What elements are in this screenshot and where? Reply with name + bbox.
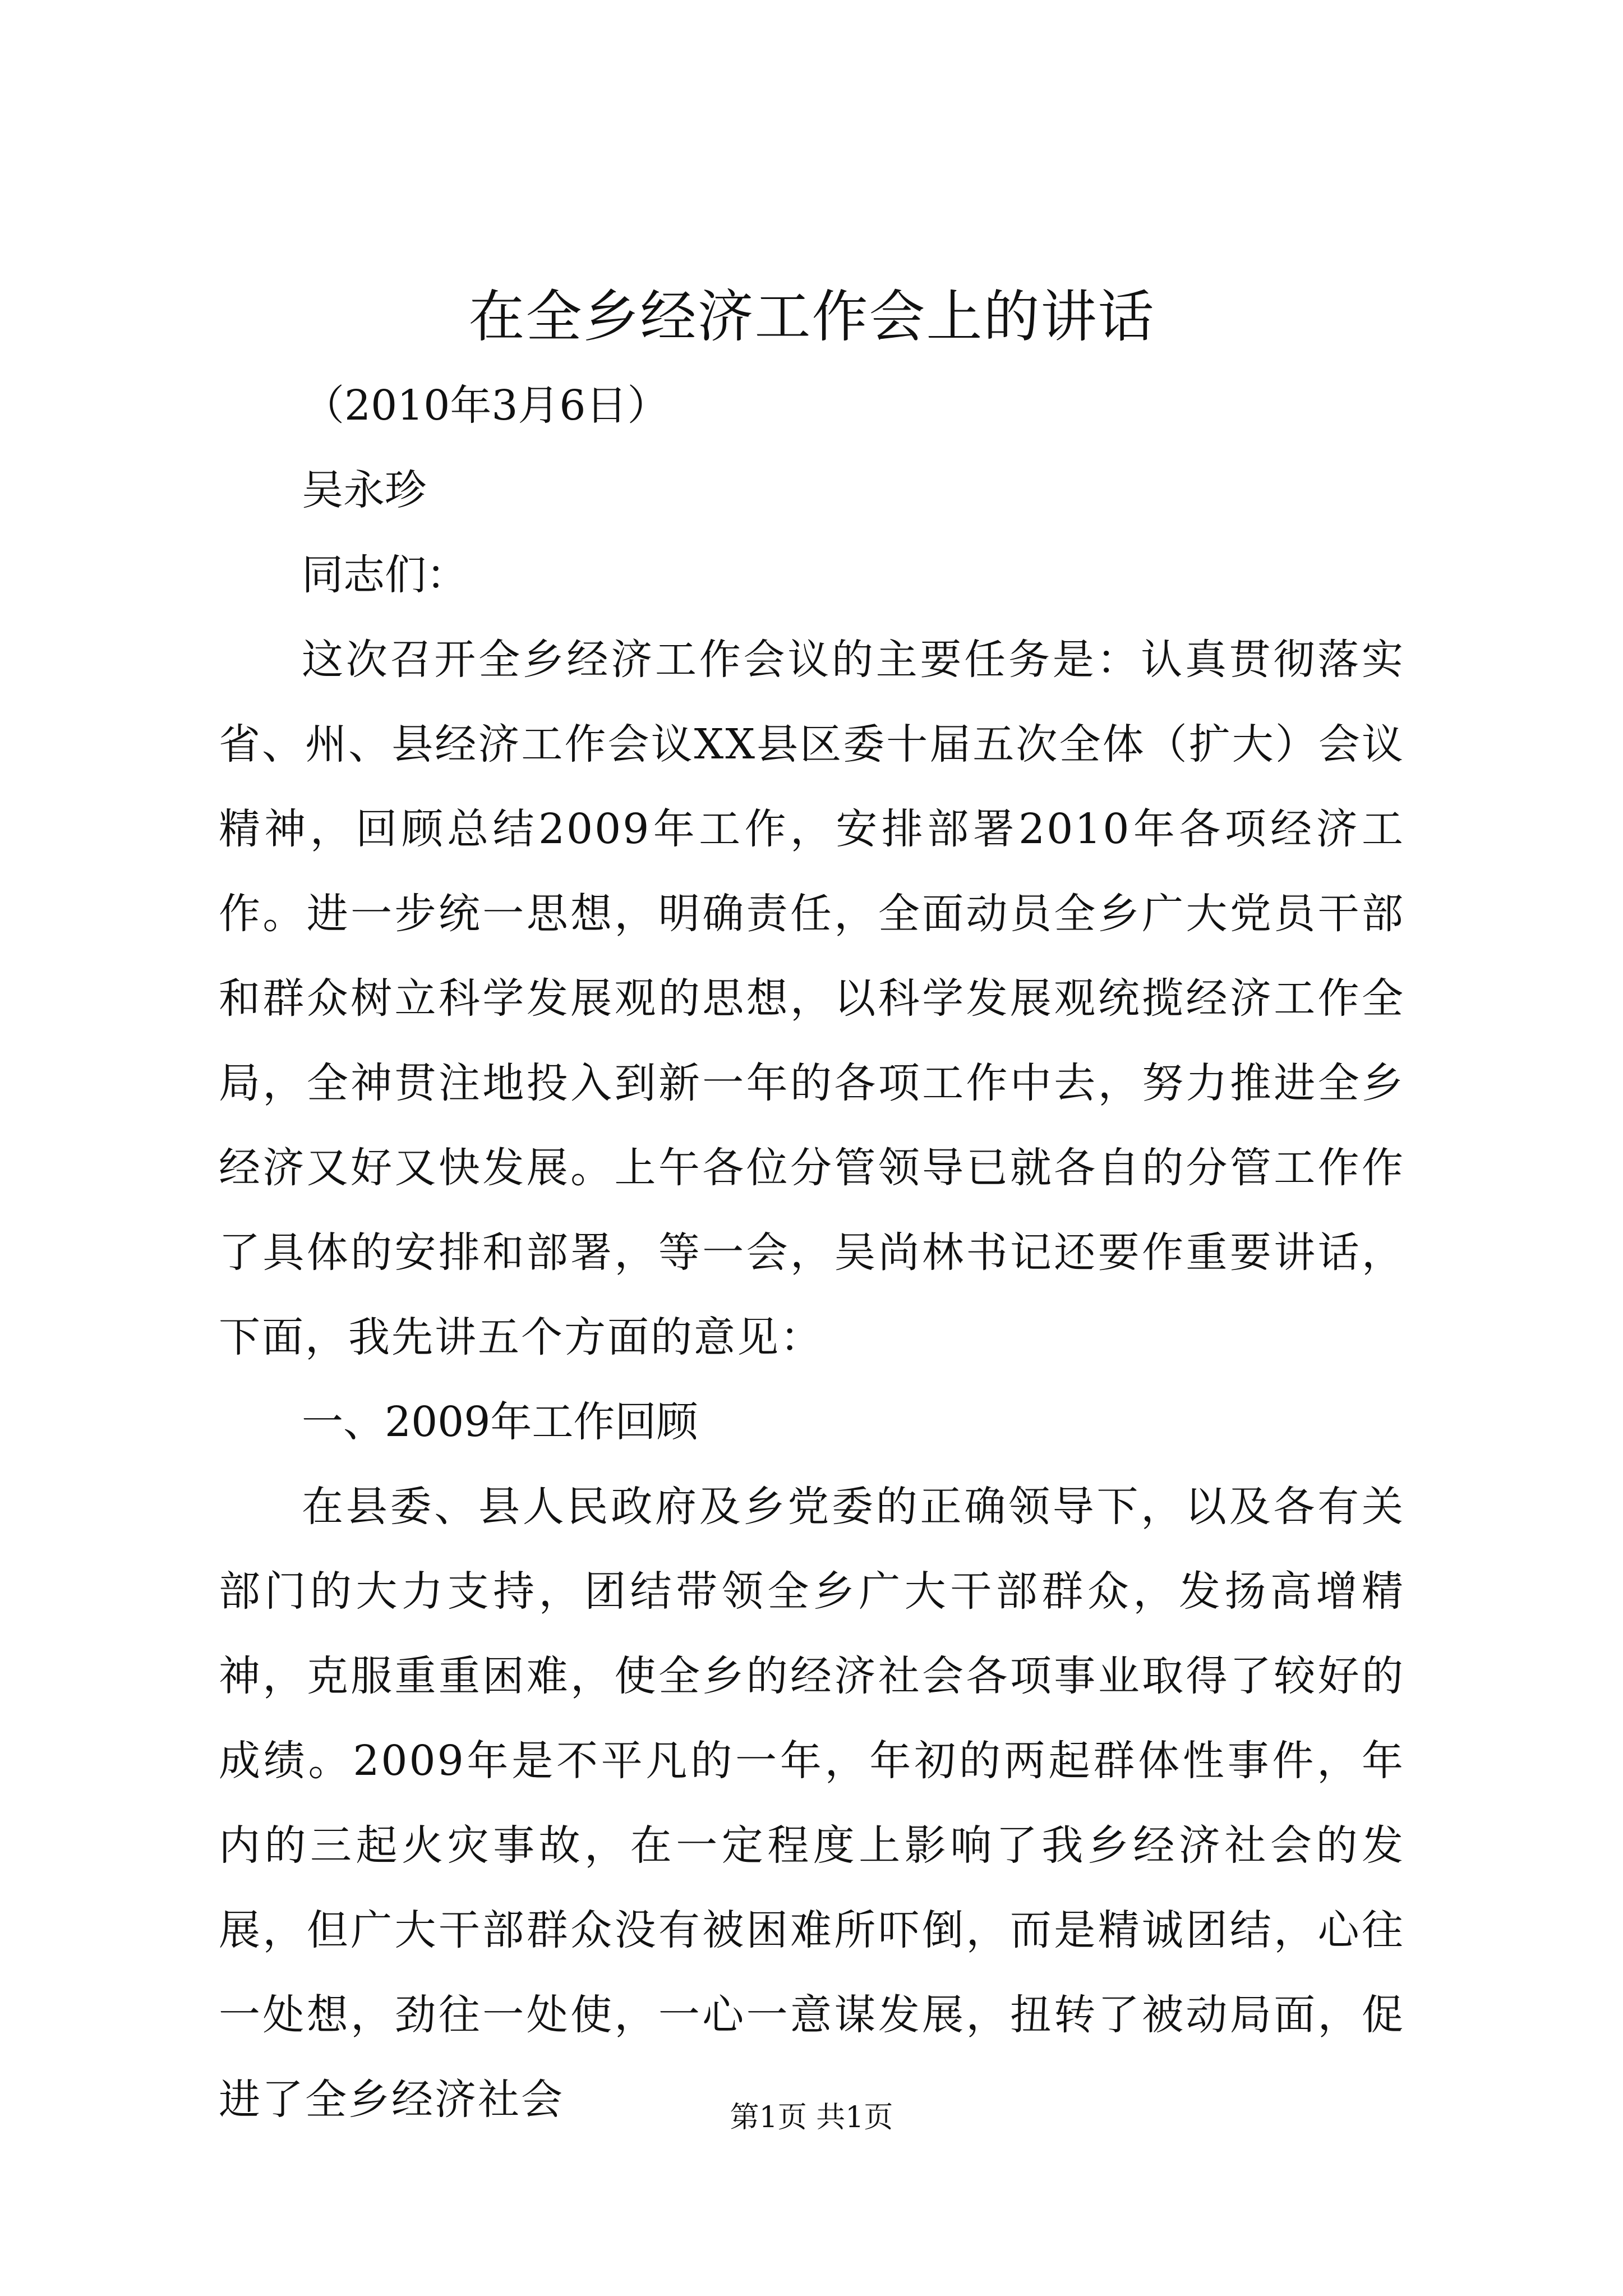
document-body (219, 280, 1405, 2142)
intro-paragraph: 这次召开全乡经济工作会议的主要任务是：认真贯彻落实省、州、县经济工作会议XX县区委十届五次全体（扩大）会议精神，回顾总结2009年工作，安排部署2010年各项经济工作。进一步统一思想，明确责任，全面动员全乡广大党员干部和群众树立科学发展观的思想，以科学发展观统揽经济工作全局，全神贯注地投入到新一年的各项工作中去，努力推进全乡经济又好又快发展。上午各位分管领导已就各自的分管工作作了具体的安排和部署，等一会，吴尚林书记还要作重要讲话，下面，我先讲五个方面的意见： (219, 636, 1405, 1361)
review-paragraph: 在县委、县人民政府及乡党委的正确领导下，以及各有关部门的大力支持，团结带领全乡广大干部群众，发扬高增精神，克服重重困难，使全乡的经济社会各项事业取得了较好的成绩。2009年是不平凡的一年，年初的两起群体性事件，年内的三起火灾事故，在一定程度上影响了我乡经济社会的发展，但广大干部群众没有被困难所吓倒，而是精诚团结，心往一处想，劲往一处使，一心一意谋发展，扭转了被动局面，促进了全乡经济社会 (219, 1483, 1405, 2124)
salutation: 同志们： (302, 551, 468, 599)
document-title: 在全乡经济工作会上的讲话 (468, 284, 1155, 349)
speech-date: （2010年3月6日） (303, 381, 669, 430)
page-footer: 第1页 共1页 (730, 2101, 893, 2134)
speaker-name: 吴永珍 (302, 466, 426, 514)
section-heading: 一、2009年工作回顾 (302, 1398, 698, 1446)
